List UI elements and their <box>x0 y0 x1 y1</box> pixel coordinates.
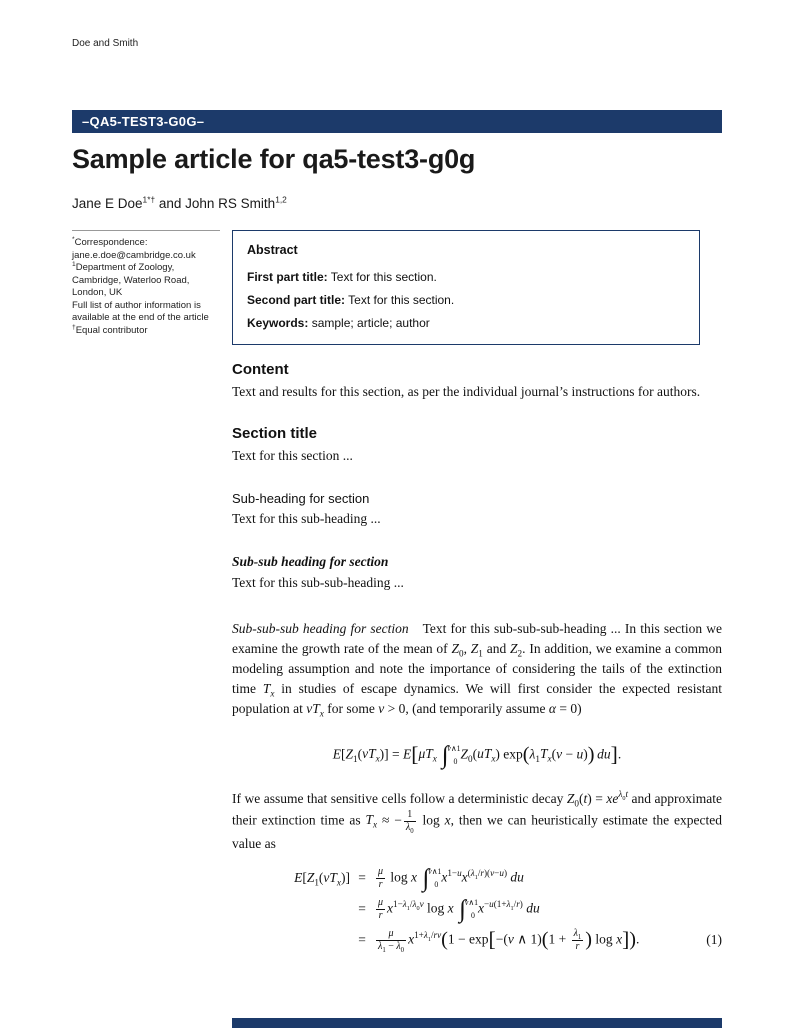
correspondence-label: *Correspondence: <box>72 235 148 248</box>
journal-banner <box>72 110 722 133</box>
abstract-second-text: Text for this section. <box>348 293 455 307</box>
content-paragraph: Text and results for this section, as per the individual journal’s instructions for authors. <box>232 384 701 399</box>
author-info-note: Full list of author information is available at the end of the article <box>72 299 209 323</box>
running-head: Doe and Smith <box>72 38 139 49</box>
abstract-second-label: Second part title: <box>247 293 346 307</box>
equal-contributor-note: †Equal contributor <box>72 323 148 336</box>
aligned-equation-block <box>232 866 722 953</box>
sub-paragraph: Text for this sub-heading ... <box>232 511 381 526</box>
banner-text: –QA5-TEST3-G0G– <box>82 114 205 129</box>
display-equation: $E[Z_1(vT_x)] = E[\mu T_x$ $\int^{v\wedge 1}_0Z_0(uT_x) \exp(\lambda_1T_x(v - u))$ du]. <box>332 741 622 769</box>
content-heading: Content <box>232 361 289 378</box>
abstract-box <box>232 230 700 345</box>
abstract-first-text: Text for this section. <box>330 270 437 284</box>
subsubsub-paragraph <box>232 619 722 719</box>
sub-heading: Sub-heading for section <box>232 491 370 506</box>
author-line: Jane E Doe$^{1*\dagger}$ and John RS Smith$^{1,2}$ <box>72 194 287 211</box>
article-body <box>232 360 722 953</box>
correspondence-sidebar <box>72 230 220 337</box>
abstract-keywords <box>247 315 685 331</box>
keywords-text: sample; article; author <box>311 316 430 330</box>
subsub-heading: Sub-sub heading for section <box>232 554 389 569</box>
subsub-paragraph: Text for this sub-sub-heading ... <box>232 575 404 590</box>
keywords-label: Keywords: <box>247 316 309 330</box>
equation-number: (1) <box>706 932 722 948</box>
equation-line2-rhs: $\frac{\mu}{r}$ $x^{1-\lambda_1/\lambda_0v}$ log x $\int^{v\wedge 1}_0x^{-u(1+\lambda_1/r)}$ du <box>378 895 540 923</box>
equals-sign: = <box>358 932 366 948</box>
article-title: Sample article for qa5-test3-g0g <box>72 144 476 174</box>
equation-line3-rhs: $\frac{\mu}{\lambda_1 - \lambda_0}$ $x^{1+\lambda_1/rv}(1 - \exp[-(v$ ∧ 1)(1 + $\frac{\lambda_1}{r}$ ) log x]). <box>378 926 640 954</box>
equation-lhs: $E[Z_1(vT_x)]$ <box>294 870 350 888</box>
abstract-first-label: First part title: <box>247 270 328 284</box>
affiliation: $^1$Department of Zoology, Cambridge, Waterloo Road, London, UK <box>72 260 190 298</box>
equation-line1-rhs: $\frac{\mu}{r}$ log x $\int^{v\wedge 1}_0x^{1-u}x^{(\lambda_1/r)(v-u)}$ du <box>378 864 524 892</box>
section-heading: Section title <box>232 425 318 442</box>
section-paragraph: Text for this section ... <box>232 448 353 463</box>
abstract-heading: Abstract <box>247 243 298 257</box>
subsubsub-text: Text for this sub-sub-sub-heading ... In this section we examine the growth rate of the mean of $Z_0$, $Z_1$ and $Z_2$. In addition, we examine a common modeling assumption and note the importance of considering the tails of the extinction time $T_x$ in studies of escape dynamics. We will first consider the expected resistant population at $vT_x$ for some v > 0, (and temporarily assume α = 0) <box>232 621 722 719</box>
abstract-first-part <box>247 269 685 285</box>
correspondence-email: jane.e.doe@cambridge.co.uk <box>72 249 196 261</box>
equals-sign: = <box>358 870 366 886</box>
equals-sign: = <box>358 901 366 917</box>
subsubsub-heading: Sub-sub-sub heading for section <box>232 621 409 636</box>
footer-bar <box>232 1018 722 1028</box>
decay-paragraph: If we assume that sensitive cells follow a deterministic decay $Z_0(t) = xe^{\lambda_0t}$ and approximate their extinction time as $T_x$ ≈ − $\frac{1}{\lambda_0}$ log x, then we can heuristically estimate the expected value as <box>232 789 722 851</box>
abstract-second-part <box>247 292 685 308</box>
